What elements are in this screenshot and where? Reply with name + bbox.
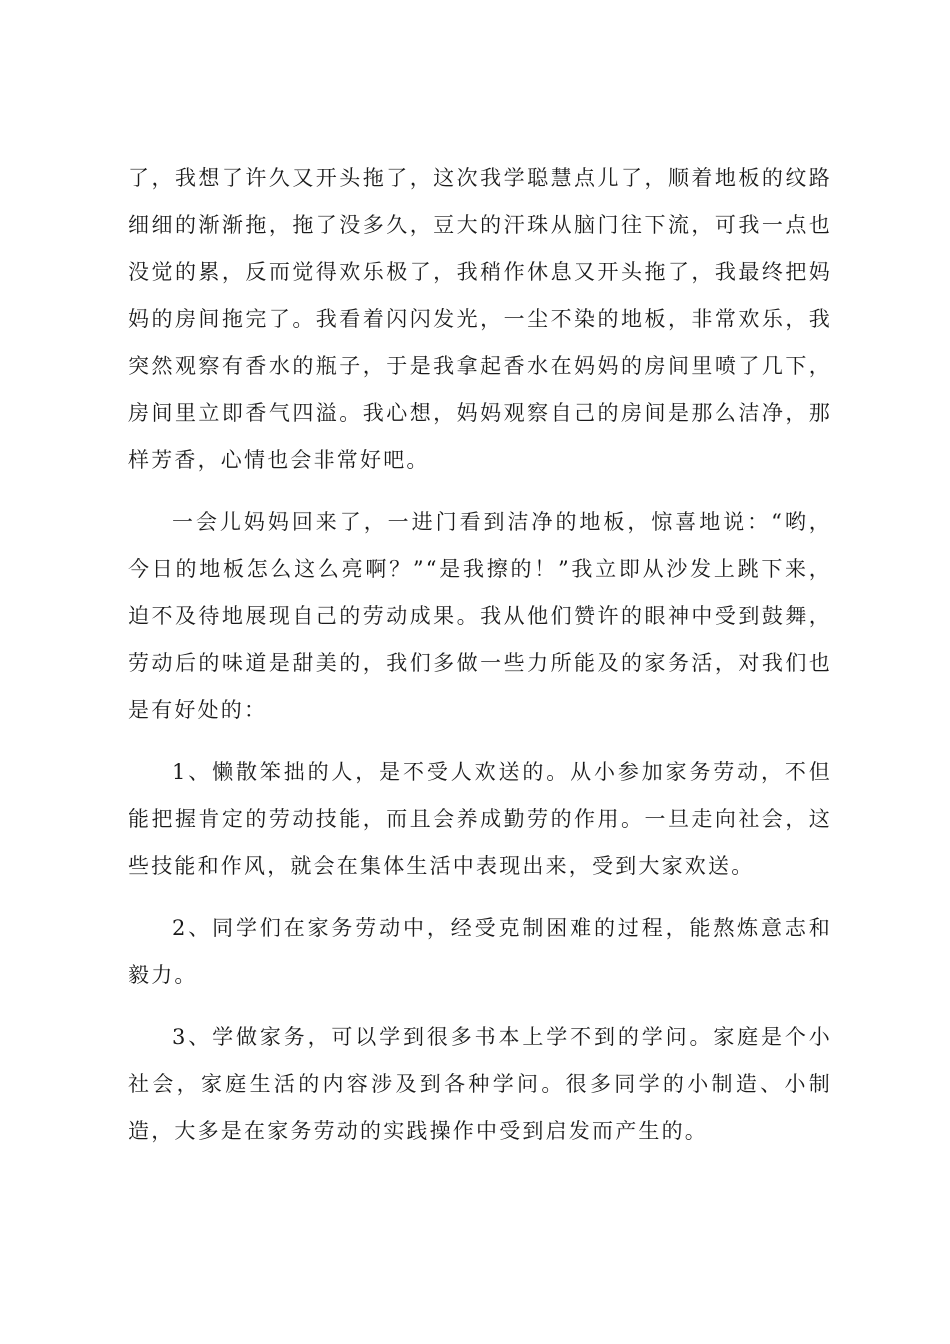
paragraph-mother-returns: 一会儿妈妈回来了，一进门看到洁净的地板，惊喜地说：“哟，今日的地板怎么这么亮啊？”“是我擦的！”我立即从沙发上跳下来，迫不及待地展现自己的劳动成果。我从他们赞许的眼神中受到鼓舞，劳动后的味道是甜美的，我们多做一些力所能及的家务活，对我们也是有好处的： xyxy=(128,510,832,722)
list-item-2: 2、同学们在家务劳动中，经受克制困难的过程，能熬炼意志和毅力。 xyxy=(128,916,832,987)
paragraph-continued: 了，我想了许久又开头拖了，这次我学聪慧点儿了，顺着地板的纹路细细的渐渐拖，拖了没多久，豆大的汗珠从脑门往下流，可我一点也没觉的累，反而觉得欢乐极了，我稍作休息又开头拖了，我最终把妈妈的房间拖完了。我看着闪闪发光，一尘不染的地板，非常欢乐，我突然观察有香水的瓶子，于是我拿起香水在妈妈的房间里喷了几下，房间里立即香气四溢。我心想，妈妈观察自己的房间是那么洁净，那样芳香，心情也会非常好吧。 xyxy=(128,166,832,472)
list-item-1: 1、懒散笨拙的人，是不受人欢送的。从小参加家务劳动，不但能把握肯定的劳动技能，而且会养成勤劳的作用。一旦走向社会，这些技能和作风，就会在集体生活中表现出来，受到大家欢送。 xyxy=(128,760,832,878)
document-body xyxy=(128,155,832,1155)
list-item-3: 3、学做家务，可以学到很多书本上学不到的学问。家庭是个小社会，家庭生活的内容涉及到各种学问。很多同学的小制造、小制造，大多是在家务劳动的实践操作中受到启发而产生的。 xyxy=(128,1025,832,1143)
